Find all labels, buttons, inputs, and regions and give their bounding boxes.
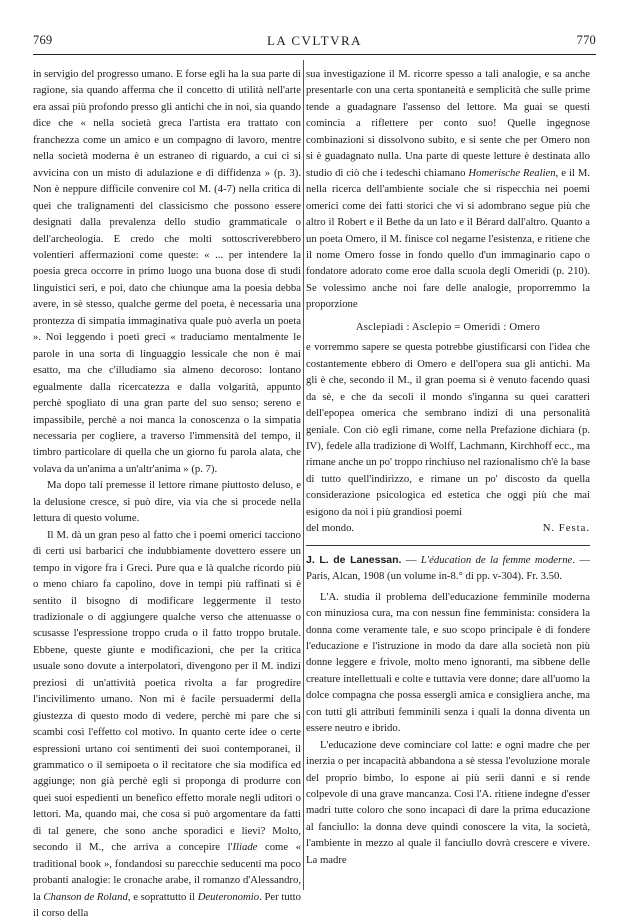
text-run: sua investigazione il M. ricorre spesso a tali analogie, e sa anche presentarle con una certa spontaneità e semplicità che sulle prime tende a guadagnare l'assenso del lettore. Ma guai se questi comincia a riflettere per conto suo! Quelle ingegnose combinazioni si dissolvono subito, e si sente che per Omero non si è guadagnato nulla. Una parte di queste letture è destinata allo studio di ciò che i tedeschi chiamano xyxy=(306,68,590,179)
text-run: . Per tutto il corso della xyxy=(33,890,301,920)
page-number-left: 769 xyxy=(33,33,53,47)
left-column xyxy=(33,66,301,922)
column-divider xyxy=(303,60,304,890)
paragraph: L'A. studia il problema dell'educazione femminile moderna con minuziosa cura, ma con nessun fine femminista: considera la donna come veramente tale, e suo scopo principale è di fondere l'educazione e l'istruzione in modo da dare alla società non più donne leggere e frivole, molto meno ignoranti, ma sibbene delle creature intellettuali e colte e tuttavia vere donne; dare all'uomo la dolce compagna che possa essergli amica e consigliera anche, ma con tutti gli attributi femminili senza i quali la donna diventa un essere neutro e ibrido. xyxy=(306,590,590,735)
book-title: Chanson de Roland xyxy=(43,890,128,903)
signature-line xyxy=(306,520,590,536)
paragraph: in servigio del progresso umano. E forse egli ha la sua parte di ragione, sia quando afferma che il concetto di utilità nell'arte era assai più profondo presso gli antichi che in noi, sia quando dice che « nella società greca l'artista era trattato con franchezza come un amico e un compagno di lavoro, mentre nella società moderna è un estraneo di riguardo, a cui ci si avvicina con un misto di adulazione e di diffidenza » (p. 3). Non è neppure difficile convenire col M. (4-7) nella critica di quei che tralignamenti del classicismo che possono essere designati dalla prevalenza dello studio grammaticale o dell'archeologia. E credo che molti sottoscriverebbero volentieri affermazioni come queste: « ... per intendere la poesia greca occorre in primo luogo una buona dose di studi linguistici seri, e poi, dato che chiunque ama la poesia debba avere, in sè stesso, qualche germe del poeta, è necessaria una prontezza di simpatia immaginativa quale può averla un poeta ». Noi leggendo i poeti greci « traduciamo mentalmente le parole in una sorta di linguaggio lessicale che non è mai esatto, ma che c'illudiamo sia almeno decoroso: lontano egualmente dalla ricercatezza e dalla volgarità, appunto perchè spogliato di una gran parte del suo senso; sereno e impassibile, perchè a noi manca la conoscenza o la simpatia necessaria per cogliere, a traverso l'immensità del tempo, il timbro particolare di quella che un giorno fu parola alata, che volava da un'anima a un'altr'anima » (p. 7). xyxy=(33,68,301,475)
text-run: Il M. dà un gran peso al fatto che i poemi omerici tacciono di certi usi barbarici che indubbiamente dovettero essere un tempo in vigore fra i Greci. Pure qua e là qualche ricordo più o meno chiaro fa capolino, dove in tempi più raffinati si è sentito il bisogno di modificare leggermente il testo tradizionale o di aggiungere qualche verso che attenuasse o scusasse l'espressione troppo cruda o il fatto troppo brutale. Ebbene, queste giunte e modificazioni, che per la critica usuale sono dovute a interpolatori, divengono per il M. indizi preziosi di un'attività poetica rivolta a far progredire l'incivilimento umano. Non mi è facile persuadermi della giustezza di questo modo di vedere, perchè mi pare che si scambi così l'effetto col motivo. In quanto certe idee o certe espressioni urtano coi sentimenti dei suoi contemporanei, il grammatico o il semipoeta o il recitatore che sia modifica ed aggiunge; non già perchè egli si proponga di produrre con quei suoi espedienti un benefico effetto morale negli uditori o lettori. Ma, quando mai, che cosa si può argomentare da fatti di tal genere, che sono anche sporadici e lievi? Molto, secondo il M., che arriva a concepire l' xyxy=(33,528,301,854)
book-title: Iliade xyxy=(232,841,258,854)
text-run: , e soprattutto il xyxy=(127,890,198,903)
book-title: Deuteronomio xyxy=(197,890,260,903)
text-run: come « traditional book », fondandosi su parecchie seducenti ma poco probanti analogie: le cronache arabe, il romanzo d'Alessandro, la xyxy=(33,841,301,903)
paragraph xyxy=(306,66,590,313)
review-title: L'éducation de la femme moderne xyxy=(420,553,573,566)
text-run: del mondo. xyxy=(306,522,355,535)
review-separator xyxy=(306,545,590,546)
paragraph: e vorremmo sapere se questa potrebbe giustificarsi con l'idea che costantemente ebbero di Omero e dell'opera sua gli antichi. Ma gli è che, secondo il M., il gran poema si è venuto facendo quasi da sè, e che da secoli il mondo s'inganna su quei caratteri dell'epopea omerica che sembrano indizi di una personalità geniale. Con ciò egli rimane, come nella Prefazione dichiara (p. IV), fedele alla tradizione di Wolff, Lachmann, Kirchhoff ecc., ma rimane anche un po' troppo rinchiuso nel razionalismo ch'è la base di tutto quell'indirizzo, e rimane un po' discosto da quella considerazione psicologica ed estetica che oggi più che mai esigono da noi i più grandiosi poemi xyxy=(306,341,591,518)
review-details: . — Paris, Alcan, 1908 (un volume in-8.° di pp. v-304). Fr. 3.50. xyxy=(306,553,590,583)
paragraph: Ma dopo tali premesse il lettore rimane piuttosto deluso, e la delusione cresce, si può dire, via via che si procede nella lettura di questo volume. xyxy=(33,479,301,525)
paragraph: L'educazione deve cominciare col latte: e ogni madre che per inerzia o per incapacità abbandona a sè stessa l'evoluzione morale del proprio bimbo, lo espone ai più serii danni e si rende colpevole di una grave mancanza. Così l'A. ritiene indegne d'esser madri tutte coloro che sono incapaci di dare la prima educazione al fanciullo: la donna deve quindi conoscere la vita, la società, l'ambiente in mezzo al quale il fanciullo dovrà crescere e vivere. La madre xyxy=(306,738,590,866)
right-column xyxy=(306,66,590,868)
text-run: , e il M. nella ricerca dell'ambiente sociale che si rispecchia nei poemi omerici come dei fatti storici che vi si adombrano segue più che altro il Robert e il Bethe da un lato e il Bérard dall'altro. Quanto a un poeta Omero, il M. finisce col negarne l'esistenza, e ritiene che il nome Omero fosse in fondo quello d'un immaginario capo o fondatore adorato come eroe dalla scuola degli Omeridi (p. 210). Se volessimo anche noi fare delle analogie, proporremmo la proporzione xyxy=(306,166,590,311)
review-author: J. L. de Lanessan. xyxy=(306,553,402,566)
formula: Asclepiadi : Asclepio = Omeridi : Omero xyxy=(355,320,541,333)
header-rule xyxy=(33,54,596,55)
term: Homerische Realien xyxy=(468,166,556,179)
paragraph xyxy=(33,527,301,922)
page-number-right: 770 xyxy=(576,33,596,47)
review-heading: J. L. de Lanessan. — L'éducation de la femme moderne. — Paris, Alcan, 1908 (un volume in-8.° di pp. v-304). Fr. 3.50. xyxy=(306,553,590,583)
signature: N. Festa. xyxy=(542,522,590,535)
running-title: LA CVLTVRA xyxy=(266,33,363,48)
